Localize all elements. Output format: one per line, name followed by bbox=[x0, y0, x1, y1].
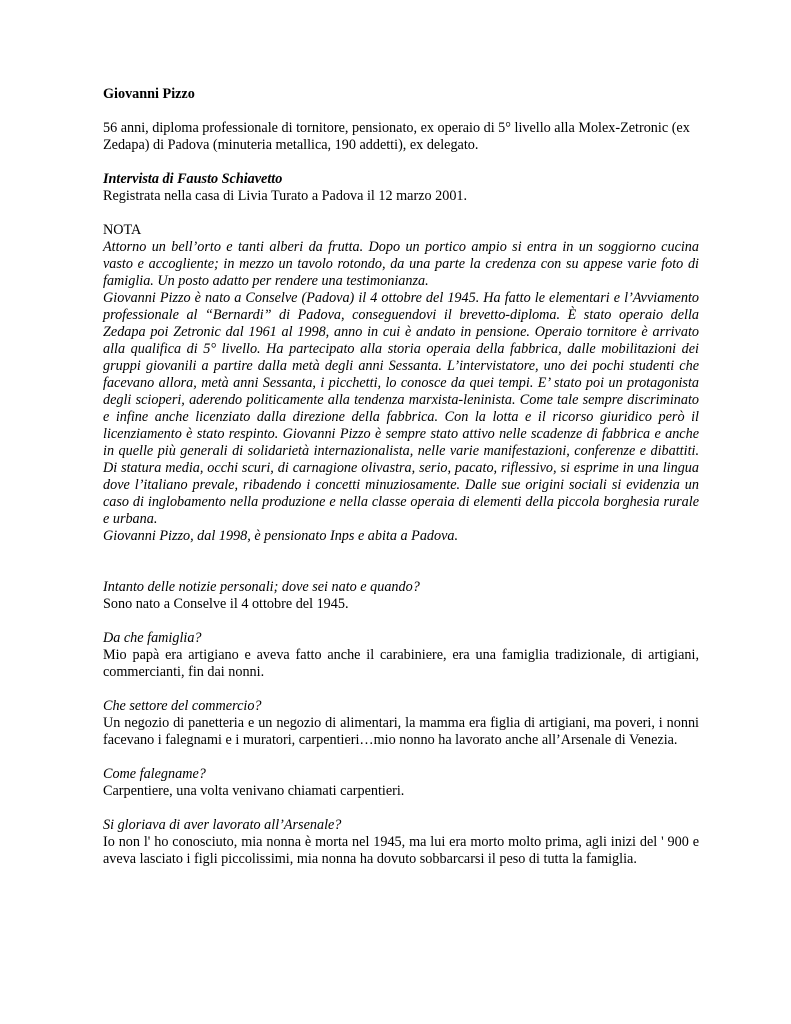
answer: Mio papà era artigiano e aveva fatto anche il carabiniere, era una famiglia tradizionale, di artigiani, commercianti, fin dai nonni. bbox=[103, 647, 699, 680]
nota-paragraph: Attorno un bell’orto e tanti alberi da frutta. Dopo un portico ampio si entra in un soggiorno cucina vasto e accogliente; in mezzo un tavolo rotondo, da una parte la credenza con su appese varie foto di famiglia. Un posto adatto per rendere una testimonianza. bbox=[103, 239, 699, 289]
nota-paragraph: Giovanni Pizzo, dal 1998, è pensionato Inps e abita a Padova. bbox=[103, 528, 459, 544]
question: Che settore del commercio? bbox=[103, 698, 262, 714]
answer: Carpentiere, una volta venivano chiamati carpentieri. bbox=[103, 783, 405, 799]
answer: Un negozio di panetteria e un negozio di alimentari, la mamma era figlia di artigiani, ma poveri, i nonni facevano i falegnami e i muratori, carpentieri…mio nonno ha lavorato anche all’Arsenale di Venezia. bbox=[103, 715, 699, 748]
question: Come falegname? bbox=[103, 766, 206, 782]
recorded-line: Registrata nella casa di Livia Turato a Padova il 12 marzo 2001. bbox=[103, 188, 468, 204]
question: Da che famiglia? bbox=[103, 630, 202, 646]
nota-heading: NOTA bbox=[103, 222, 142, 238]
question: Si gloriava di aver lavorato all’Arsenale? bbox=[103, 817, 342, 833]
answer: Sono nato a Conselve il 4 ottobre del 1945. bbox=[103, 596, 349, 612]
bio-paragraph: 56 anni, diploma professionale di tornitore, pensionato, ex operaio di 5° livello alla Molex-Zetronic (ex Zedapa) di Padova (minuteria metallica, 190 addetti), ex delegato. bbox=[103, 120, 690, 153]
nota-paragraph: Giovanni Pizzo è nato a Conselve (Padova) il 4 ottobre del 1945. Ha fatto le elementari e l’Avviamento professionale al “Bernardi” di Padova, conseguendovi il brevetto-diploma. È stato operaio della Zedapa poi Zetronic dal 1961 al 1998, anno in cui è andato in pensione. Operaio tornitore è arrivato alla qualifica di 5° livello. Ha partecipato alla storia operaia della fabbrica, dalle mobilitazioni dei gruppi giovanili a partire dalla metà degli anni Sessanta. L’intervistatore, uno dei pochi studenti che facevano allora, metà anni Sessanta, i picchetti, lo conosce da quei tempi. E’ stato poi un protagonista degli scioperi, aderendo politicamente alla tendenza marxista-leninista. Come tale sempre discriminato e infine anche licenziato dalla direzione della fabbrica. Con la lotta e il ricorso giuridico però il licenziamento è stato respinto. Giovanni Pizzo è sempre stato attivo nelle scadenze di fabbrica e anche in quelle più generali di solidarietà internazionalista, nelle varie manifestazioni, conferenze e dibattiti. Di statura media, occhi scuri, di carnagione olivastra, serio, pacato, riflessivo, si esprime in una lingua dove l’italiano prevale, ribadendo i concetti minuziosamente. Dalle sue origini sociali si evidenzia un caso di inglobamento nella produzione e nella classe operaia di elementi della piccola borghesia rurale e urbana. bbox=[103, 290, 699, 527]
document-page bbox=[103, 86, 699, 868]
interviewer-line: Intervista di Fausto Schiavetto bbox=[103, 171, 283, 187]
document-title: Giovanni Pizzo bbox=[103, 86, 195, 102]
question: Intanto delle notizie personali; dove sei nato e quando? bbox=[103, 579, 420, 595]
answer: Io non l' ho conosciuto, mia nonna è morta nel 1945, ma lui era morto molto prima, agli inizi del ' 900 e aveva lasciato i figli piccolissimi, mia nonna ha dovuto sobbarcarsi il peso di tutta la famiglia. bbox=[103, 834, 699, 867]
